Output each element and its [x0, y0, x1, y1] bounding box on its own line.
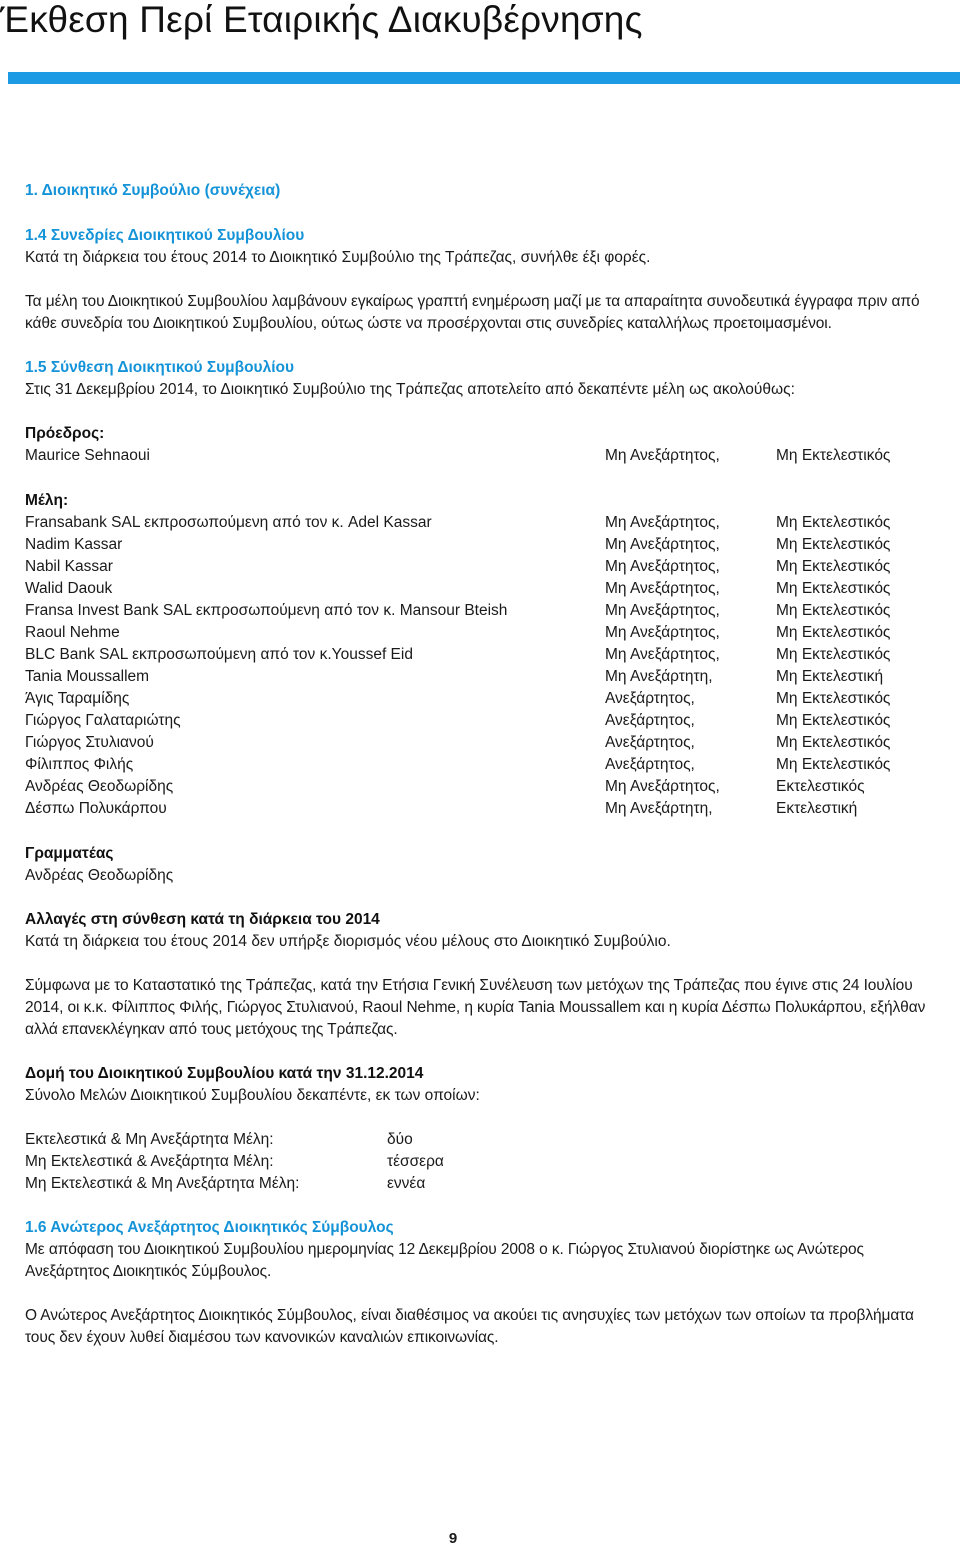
member-row: [25, 666, 940, 688]
member-name: Tania Moussallem: [25, 668, 150, 685]
changes-line: Κατά τη διάρκεια του έτους 2014 δεν υπήρξε διορισμός νέου μέλους στο Διοικητικό Συμβούλιο.: [25, 933, 671, 950]
meetings-heading: 1.4 Συνεδρίες Διοικητικού Συμβουλίου: [25, 227, 305, 244]
member-row: [25, 600, 940, 622]
member-independence: Μη Ανεξάρτητος,: [605, 646, 720, 663]
structure-value: τέσσερα: [387, 1153, 444, 1170]
meetings-paragraph: Τα μέλη του Διοικητικού Συμβουλίου λαμβάνουν εγκαίρως γραπτή ενημέρωση μαζί με τα απαραίτητα συνοδευτικά έγγραφα πριν από κάθε συνεδρία του Διοικητικού Συμβουλίου, ούτως ώστε να προσέρχονται στις συνεδρίες καταλλήλως προετοιμασμένοι.: [25, 293, 920, 332]
members-list: [25, 512, 940, 820]
secretary-label: Γραμματέας: [25, 845, 114, 862]
member-row: [25, 556, 940, 578]
structure-row: [25, 1129, 940, 1151]
member-row: [25, 622, 940, 644]
changes-paragraph: Σύμφωνα με το Καταστατικό της Τράπεζας, κατά την Ετήσια Γενική Συνέλευση των μετόχων της Τράπεζας που έγινε στις 24 Ιουλίου 2014, οι κ.κ. Φίλιππος Φιλής, Γιώργος Στυλιανού, Raoul Nehme, η κυρία Tania Moussallem και η κυρία Δέσπω Πολυκάρπου, εξήλθαν αλλά επανεκλέγηκαν από τους μετόχους της Τράπεζας.: [25, 977, 926, 1038]
member-name: Γιώργος Γαλαταριώτης: [25, 712, 181, 729]
member-name: Fransa Invest Bank SAL εκπροσωπούμενη από τον κ. Mansour Bteish: [25, 602, 508, 619]
member-executive: Μη Εκτελεστική: [776, 668, 884, 685]
member-independence: Ανεξάρτητος,: [605, 734, 695, 751]
member-name: Fransabank SAL εκπροσωπούμενη από τον κ. Adel Kassar: [25, 514, 432, 531]
member-independence: Ανεξάρτητος,: [605, 712, 695, 729]
member-row: [25, 578, 940, 600]
structure-row: [25, 1151, 940, 1173]
senior-paragraph-2: Ο Ανώτερος Ανεξάρτητος Διοικητικός Σύμβουλος, είναι διαθέσιμος να ακούει τις ανησυχίες των μετόχων των οποίων τα προβλήματα τους δεν έχουν λυθεί διαμέσου των κανονικών καναλιών επικοινωνίας.: [25, 1307, 914, 1346]
member-executive: Μη Εκτελεστικός: [776, 514, 891, 531]
chair-name: Maurice Sehnaoui: [25, 447, 150, 464]
member-name: Άγις Ταραμίδης: [25, 690, 130, 707]
member-executive: Μη Εκτελεστικός: [776, 536, 891, 553]
structure-row: [25, 1173, 940, 1195]
secretary-name: Ανδρέας Θεοδωρίδης: [25, 867, 174, 884]
member-independence: Μη Ανεξάρτητος,: [605, 558, 720, 575]
structure-value: εννέα: [387, 1175, 426, 1192]
member-name: Ανδρέας Θεοδωρίδης: [25, 778, 174, 795]
member-executive: Εκτελεστικός: [776, 778, 865, 795]
page-number: 9: [448, 1530, 458, 1547]
senior-paragraph-1: Με απόφαση του Διοικητικού Συμβουλίου ημερομηνίας 12 Δεκεμβρίου 2008 ο κ. Γιώργος Στυλιανού διορίστηκε ως Ανώτερος Ανεξάρτητος Διοικητικός Σύμβουλος.: [25, 1241, 864, 1280]
member-independence: Μη Ανεξάρτητη,: [605, 668, 713, 685]
structure-line: Σύνολο Μελών Διοικητικού Συμβουλίου δεκαπέντε, εκ των οποίων:: [25, 1087, 480, 1104]
title-rule: [8, 72, 960, 84]
member-name: Nadim Kassar: [25, 536, 123, 553]
meetings-line: Κατά τη διάρκεια του έτους 2014 το Διοικητικό Συμβούλιο της Τράπεζας, συνήλθε έξι φορές.: [25, 249, 651, 266]
member-independence: Μη Ανεξάρτητη,: [605, 800, 713, 817]
member-executive: Μη Εκτελεστικός: [776, 646, 891, 663]
member-row: [25, 710, 940, 732]
chair-executive: Μη Εκτελεστικός: [776, 447, 891, 464]
section-heading: 1. Διοικητικό Συμβούλιο (συνέχεια): [25, 182, 281, 199]
member-row: [25, 754, 940, 776]
member-name: Γιώργος Στυλιανού: [25, 734, 154, 751]
member-independence: Μη Ανεξάρτητος,: [605, 580, 720, 597]
chair-label: Πρόεδρος:: [25, 425, 105, 442]
member-row: [25, 798, 940, 820]
composition-heading: 1.5 Σύνθεση Διοικητικού Συμβουλίου: [25, 359, 294, 376]
member-row: [25, 776, 940, 798]
structure-label: Εκτελεστικά & Μη Ανεξάρτητα Μέλη:: [25, 1131, 274, 1148]
structure-heading: Δομή του Διοικητικού Συμβουλίου κατά την 31.12.2014: [25, 1065, 424, 1082]
member-executive: Μη Εκτελεστικός: [776, 756, 891, 773]
member-independence: Μη Ανεξάρτητος,: [605, 602, 720, 619]
structure-label: Μη Εκτελεστικά & Ανεξάρτητα Μέλη:: [25, 1153, 274, 1170]
member-executive: Μη Εκτελεστικός: [776, 558, 891, 575]
member-row: [25, 534, 940, 556]
member-name: Φίλιππος Φιλής: [25, 756, 134, 773]
member-executive: Εκτελεστική: [776, 800, 858, 817]
member-independence: Μη Ανεξάρτητος,: [605, 778, 720, 795]
member-executive: Μη Εκτελεστικός: [776, 690, 891, 707]
member-executive: Μη Εκτελεστικός: [776, 624, 891, 641]
member-executive: Μη Εκτελεστικός: [776, 580, 891, 597]
member-row: [25, 644, 940, 666]
changes-heading: Αλλαγές στη σύνθεση κατά τη διάρκεια του 2014: [25, 911, 380, 928]
composition-intro: Στις 31 Δεκεμβρίου 2014, το Διοικητικό Συμβούλιο της Τράπεζας αποτελείτο από δεκαπέντε μέλη ως ακολούθως:: [25, 381, 795, 398]
member-independence: Μη Ανεξάρτητος,: [605, 514, 720, 531]
chair-row: [25, 445, 940, 467]
member-executive: Μη Εκτελεστικός: [776, 712, 891, 729]
member-name: Walid Daouk: [25, 580, 113, 597]
member-row: [25, 512, 940, 534]
structure-value: δύο: [387, 1131, 413, 1148]
member-name: BLC Bank SAL εκπροσωπούμενη από τον κ.Youssef Eid: [25, 646, 413, 663]
member-row: [25, 732, 940, 754]
member-name: Raoul Nehme: [25, 624, 120, 641]
member-executive: Μη Εκτελεστικός: [776, 734, 891, 751]
member-name: Nabil Kassar: [25, 558, 113, 575]
member-independence: Ανεξάρτητος,: [605, 756, 695, 773]
member-row: [25, 688, 940, 710]
senior-heading: 1.6 Ανώτερος Ανεξάρτητος Διοικητικός Σύμβουλος: [25, 1219, 394, 1236]
structure-label: Μη Εκτελεστικά & Μη Ανεξάρτητα Μέλη:: [25, 1175, 300, 1192]
member-independence: Ανεξάρτητος,: [605, 690, 695, 707]
member-independence: Μη Ανεξάρτητος,: [605, 624, 720, 641]
document-body: [25, 180, 940, 1349]
page-title: Έκθεση Περί Εταιρικής Διακυβέρνησης: [0, 0, 643, 40]
member-name: Δέσπω Πολυκάρπου: [25, 800, 167, 817]
members-label: Μέλη:: [25, 492, 69, 509]
member-independence: Μη Ανεξάρτητος,: [605, 536, 720, 553]
chair-independence: Μη Ανεξάρτητος,: [605, 447, 720, 464]
member-executive: Μη Εκτελεστικός: [776, 602, 891, 619]
